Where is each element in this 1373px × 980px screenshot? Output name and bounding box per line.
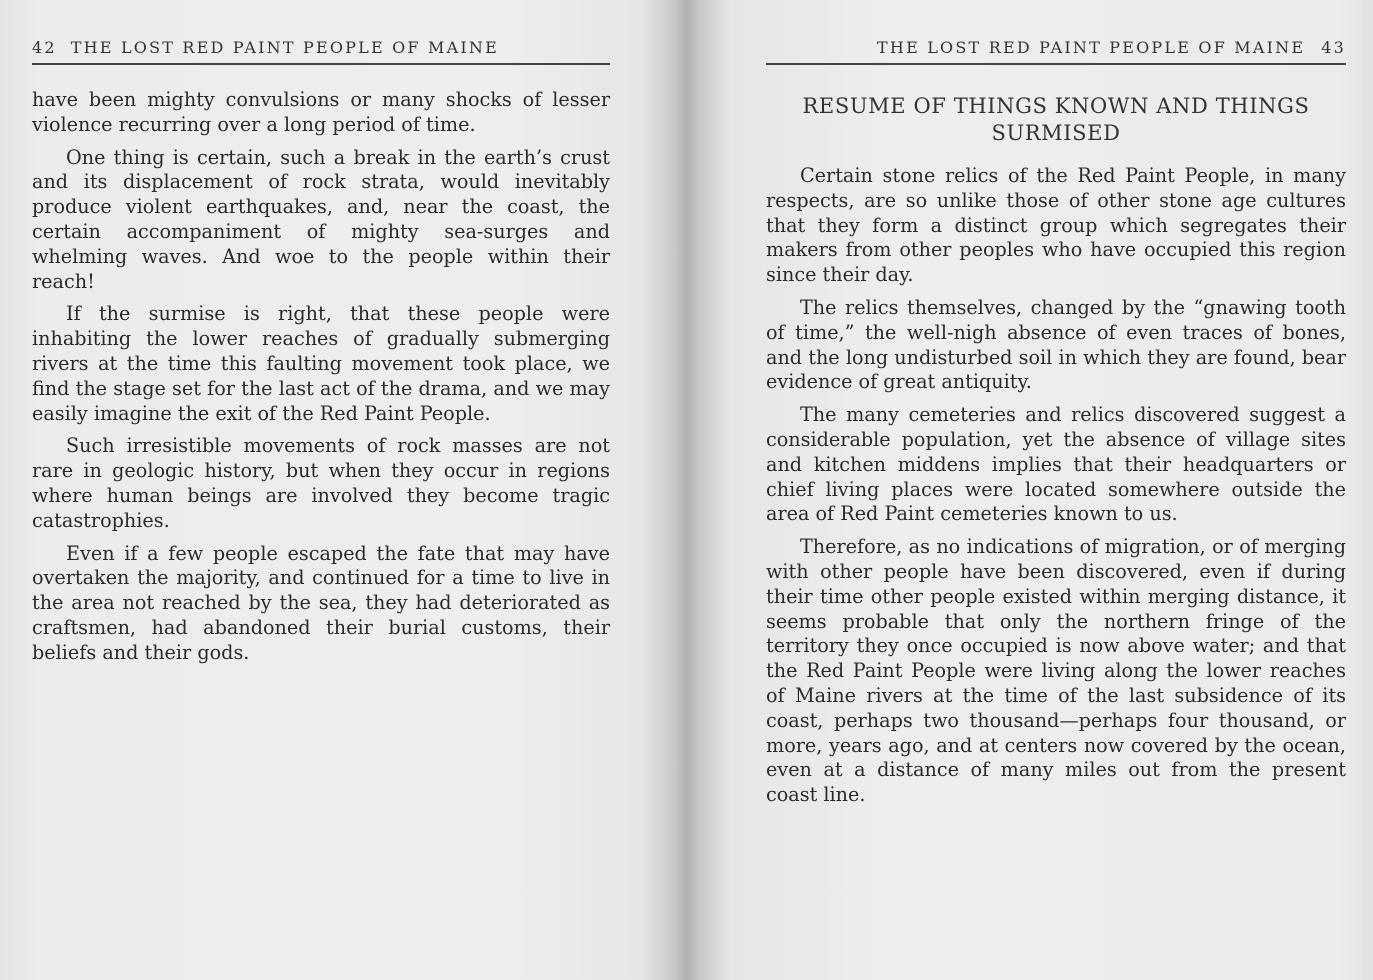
left-running-head-title: THE LOST RED PAINT PEOPLE OF MAINE <box>70 38 499 57</box>
left-paragraph-5: Even if a few people escaped the fate that may have overtaken the majority, and continued for a time to live in the area not reached by the sea, they had deteriorated as craftsmen, had abandoned their burial customs, their beliefs and their gods. <box>32 541 610 664</box>
left-page-number: 42 <box>32 38 57 57</box>
right-paragraph-3: The many cemeteries and relics discovered suggest a considerable population, yet the absence of village sites and kitchen middens implies that their headquarters or chief living places were located somewhere outside the area of Red Paint cemeteries known to us. <box>766 403 1346 526</box>
left-page <box>0 0 686 980</box>
right-running-head <box>766 38 1346 65</box>
left-paragraph-4: Such irresistible movements of rock masses are not rare in geologic history, but when they occur in regions where human beings are involved they become tragic catastrophies. <box>32 434 610 532</box>
left-paragraph-1: have been mighty convulsions or many shocks of lesser violence recurring over a long period of time. <box>32 88 610 136</box>
right-page-number: 43 <box>1321 38 1346 57</box>
left-running-head <box>32 38 610 65</box>
right-paragraph-2: The relics themselves, changed by the “gnawing tooth of time,” the well-nigh absence of even traces of bones, and the long undisturbed soil in which they are found, bear evidence of great antiquity. <box>766 295 1346 394</box>
right-page <box>686 0 1373 980</box>
chapter-title: RESUME OF THINGS KNOWN AND THINGS SURMISED <box>802 94 1310 145</box>
left-paragraph-2: One thing is certain, such a break in the earth’s crust and its displacement of rock strata, would inevitably produce violent earthquakes, and, near the coast, the certain accompaniment of mighty sea-surges and whelming waves. And woe to the people within their reach! <box>32 145 610 293</box>
right-body-text <box>766 164 1346 816</box>
right-paragraph-4: Therefore, as no indications of migration, or of merging with other people have been discovered, even if during their time other people existed within merging distance, it seems probable that only the northern fringe of the territory they once occupied is now above water; and that the Red Paint People were living along the lower reaches of Maine rivers at the time of the last subsidence of its coast, perhaps two thousand—perhaps four thousand, or more, years ago, and at centers now covered by the ocean, even at a distance of many miles out from the present coast line. <box>766 535 1346 807</box>
left-paragraph-3: If the surmise is right, that these people were inhabiting the lower reaches of gradually submerging rivers at the time this faulting movement took place, we find the stage set for the last act of the drama, and we may easily imagine the exit of the Red Paint People. <box>32 302 610 425</box>
right-running-head-title: THE LOST RED PAINT PEOPLE OF MAINE <box>877 38 1306 57</box>
right-paragraph-1: Certain stone relics of the Red Paint People, in many respects, are so unlike those of other stone age cultures that they form a distinct group which segregates their makers from other peoples who have occupied this region since their day. <box>766 164 1346 287</box>
left-body-text <box>32 88 610 674</box>
